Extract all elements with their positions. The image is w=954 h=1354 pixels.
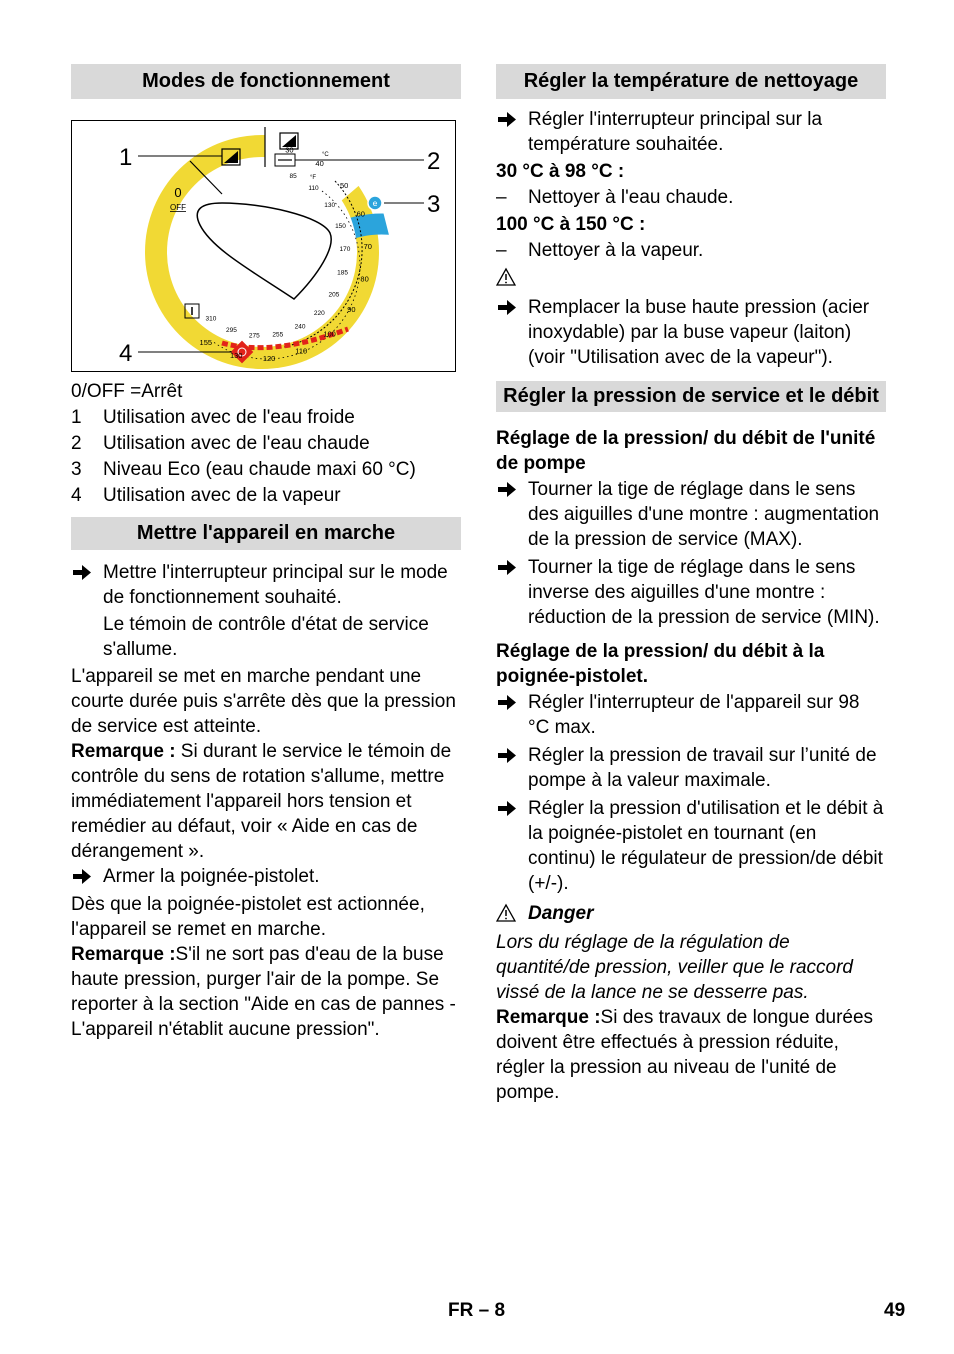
mode-legend <box>71 379 461 508</box>
legend-key: 4 <box>71 485 82 506</box>
dash-item: – Nettoyer à la vapeur. <box>496 240 704 261</box>
section-heading-pressure: Régler la pression de service et le débit <box>496 381 886 412</box>
note-paragraph <box>71 739 461 864</box>
legend-key: 3 <box>71 459 82 480</box>
inner-scale-tick-label: 130 <box>324 202 336 209</box>
legend-key: 1 <box>71 407 82 428</box>
paragraph: L'appareil se met en marche pendant une courte durée puis s'arrête dès que la pression de service est atteinte. <box>71 666 456 737</box>
note-paragraph <box>496 1005 886 1105</box>
outer-scale-tick-label: 40 <box>315 159 324 168</box>
legend-item <box>71 483 461 508</box>
danger-heading <box>496 901 886 926</box>
arrow-icon <box>496 295 518 320</box>
outer-scale-tick-label: 50 <box>340 181 349 190</box>
callout-3: 3 <box>427 191 441 218</box>
legend-item <box>71 457 461 482</box>
arrow-icon <box>496 690 518 715</box>
note-label: Remarque : <box>71 741 176 762</box>
legend-item <box>71 405 461 430</box>
instruction-step: Régler la pression de travail sur l’unité de pompe à la valeur maximale. <box>496 743 886 793</box>
eco-icon <box>368 196 382 210</box>
warning-icon <box>496 903 516 923</box>
danger-text: Lors du réglage de la régulation de quantité/de pression, veiller que le raccord vissé de la lance ne se desserre pas. <box>496 932 853 1003</box>
arrow-icon <box>71 560 93 585</box>
mode-dial-figure <box>71 120 456 372</box>
legend-text: Utilisation avec de l'eau chaude <box>103 433 370 454</box>
inner-scale-tick-label: 220 <box>313 310 325 317</box>
outer-scale-tick-label: 80 <box>360 274 369 284</box>
legend-item <box>71 431 461 456</box>
outer-scale-tick-label: 90 <box>347 304 356 314</box>
temperature-range-heading: 100 °C à 150 °C : <box>496 214 646 235</box>
legend-text: Utilisation avec de l'eau froide <box>103 407 355 428</box>
instruction-step: Mettre l'interrupteur principal sur le mode de fonctionnement souhaité. Le témoin de contrôle d'état de service s'allume. <box>71 560 461 662</box>
temperature-range-heading: 30 °C à 98 °C : <box>496 161 625 182</box>
paragraph: Dès que la poignée-pistolet est actionnée, l'appareil se remet en marche. <box>71 894 425 940</box>
section-heading-temperature: Régler la température de nettoyage <box>496 64 886 99</box>
arrow-icon <box>496 796 518 821</box>
inner-scale-tick-label: 310 <box>205 315 217 323</box>
legend-text: Niveau Eco (eau chaude maxi 60 °C) <box>103 459 416 480</box>
dash-item: – Nettoyer à l'eau chaude. <box>496 187 734 208</box>
outer-scale-tick-label: 70 <box>363 241 372 251</box>
deg-c-label: °C <box>322 152 329 158</box>
page-number: 49 <box>884 1300 906 1321</box>
note-text: Si durant le service le témoin de contrôle du sens de rotation s'allume, mettre immédiatement l'appareil hors tension et remédier au défaut, voir « Aide en cas de dérangement ». <box>71 741 452 862</box>
svg-text:e: e <box>372 199 378 208</box>
note-text: Si des travaux de longue durées doivent être effectués à pression réduite, régler la pression au niveau de l'unité de pompe. <box>496 1007 874 1103</box>
inner-scale-tick-label: 85 <box>289 173 297 180</box>
arrow-icon <box>496 555 518 580</box>
section-heading-modes: Modes de fonctionnement <box>71 64 461 99</box>
subheading: Réglage de la pression/ du débit à la poignée-pistolet. <box>496 641 825 687</box>
legend-item <box>71 379 461 404</box>
inner-scale-tick-label: 275 <box>248 332 260 340</box>
arrow-icon <box>496 743 518 768</box>
instruction-step: Tourner la tige de réglage dans le sens inverse des aiguilles d'une montre : réduction de la pression de service (MIN). <box>496 555 886 630</box>
outer-scale-tick-label: 110 <box>295 346 308 356</box>
instruction-step: Armer la poignée-pistolet. <box>71 864 461 889</box>
inner-scale-tick-label: 205 <box>328 291 340 299</box>
footer-section-number: – 8 <box>478 1300 506 1321</box>
note-label: Remarque : <box>71 944 176 965</box>
arrow-icon <box>71 864 93 889</box>
right-column <box>496 64 886 1105</box>
callout-1: 1 <box>119 144 133 171</box>
note-label: Remarque : <box>496 1007 601 1028</box>
inner-scale-tick-label: 110 <box>308 184 319 192</box>
off-label: OFF <box>170 203 186 212</box>
outer-scale-tick-label: 120 <box>262 353 276 363</box>
inner-scale-tick-label: 295 <box>225 327 237 335</box>
warning-icon <box>496 267 516 287</box>
instruction-step: Remplacer la buse haute pression (acier inoxydable) par la buse vapeur (laiton) (voir "Utilisation avec de la vapeur"). <box>496 295 886 370</box>
outer-scale-tick-label: 100 <box>323 329 336 339</box>
outer-scale-tick-label: 130 <box>229 350 243 360</box>
legend-key: 2 <box>71 433 82 454</box>
left-column <box>71 64 461 1042</box>
inner-scale-tick-label: 150 <box>335 223 346 230</box>
outer-scale-tick-label: 155 <box>199 337 213 347</box>
step-note: Le témoin de contrôle d'état de service s'allume. <box>103 614 429 660</box>
note-paragraph <box>71 942 461 1042</box>
inner-scale-tick-label: 240 <box>294 323 306 331</box>
callout-2: 2 <box>427 148 441 175</box>
off-zero-label: 0 <box>174 185 182 200</box>
instruction-step: Régler la pression d'utilisation et le débit à la poignée-pistolet en tournant (en continu) le régulateur de pression/de débit (+/-). <box>496 796 886 896</box>
inner-scale-tick-label: 170 <box>339 246 351 254</box>
instruction-step: Tourner la tige de réglage dans le sens des aiguilles d'une montre : augmentation de la pression de service (MAX). <box>496 477 886 552</box>
legend-text: Arrêt <box>141 381 183 402</box>
instruction-step: Régler l'interrupteur principal sur la température souhaitée. <box>496 107 886 157</box>
outer-scale-tick-label: 30 <box>285 145 294 155</box>
legend-text: Utilisation avec de la vapeur <box>103 485 341 506</box>
outer-scale-tick-label: 60 <box>356 209 365 219</box>
mode-dial-svg <box>72 121 455 371</box>
subheading: Réglage de la pression/ du débit de l'unité de pompe <box>496 428 876 474</box>
footer-section <box>448 1298 505 1323</box>
note-text: S'il ne sort pas d'eau de la buse haute pression, purger l'air de la pompe. Se reporter à la section "Aide en cas de pannes - L'appareil n'établit aucune pression". <box>71 944 456 1040</box>
footer-lang: FR <box>448 1300 474 1321</box>
section-heading-start: Mettre l'appareil en marche <box>71 517 461 550</box>
instruction-step: Régler l'interrupteur de l'appareil sur 98 °C max. <box>496 690 886 740</box>
callout-4: 4 <box>119 340 133 367</box>
inner-scale-tick-label: 185 <box>337 269 349 277</box>
arrow-icon <box>496 477 518 502</box>
inner-scale-tick-label: 255 <box>272 331 284 339</box>
arrow-icon <box>496 107 518 132</box>
legend-key: 0/OFF = <box>71 381 142 402</box>
danger-label: Danger <box>528 903 594 924</box>
deg-f-label: °F <box>310 175 317 181</box>
